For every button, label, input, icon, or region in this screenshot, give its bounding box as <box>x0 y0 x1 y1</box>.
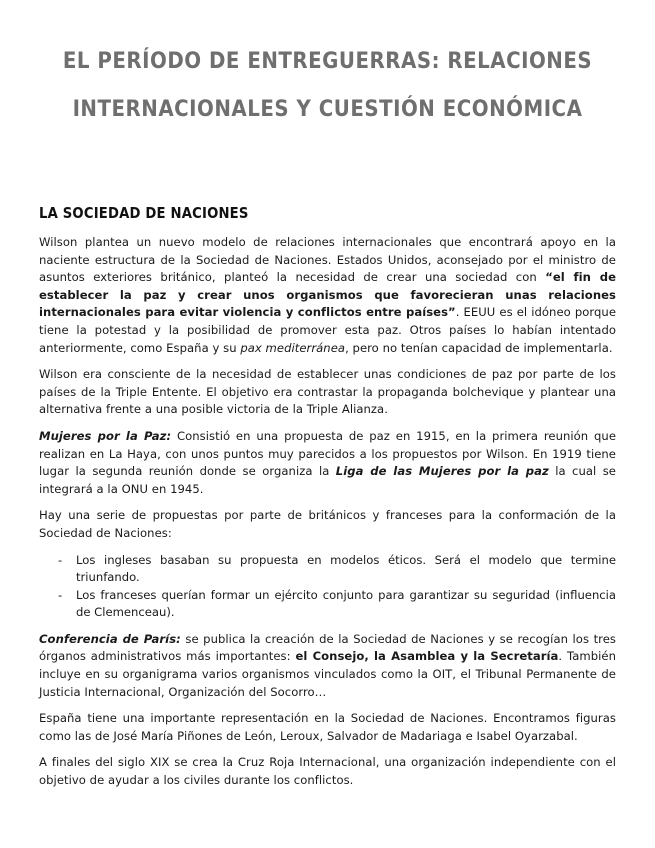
bold-italic-term: Liga de las Mujeres por la paz <box>335 464 549 479</box>
italic-term: pax mediterránea <box>240 340 346 355</box>
text-run: . También incluye en su organigrama varios organismos vinculados como la OIT, el Tribunal Permanente de Justicia Internacional, Organización del Socorro… <box>39 649 616 699</box>
text-run: se publica la creación de la Sociedad de Naciones y se recogían los tres órganos administrativos más importantes: <box>39 631 616 664</box>
section-heading: LA SOCIEDAD DE NACIONES <box>39 204 249 222</box>
bold-italic-label: Conferencia de París: <box>39 631 181 646</box>
proposals-list <box>39 552 616 622</box>
text-run: la cual se integrará a la ONU en 1945. <box>39 464 616 496</box>
paragraph-wilson-peace: Wilson era consciente de la necesidad de establecer unas condiciones de paz por parte de los países de la Triple Entente. El objetivo era contrastar la propaganda bolchevique y plantear una alternativa frente a una posible victoria de la Triple Alianza. <box>39 367 616 417</box>
title-line-2: INTERNACIONALES Y CUESTIÓN ECONÓMICA <box>72 97 583 122</box>
paragraph-conferencia-paris <box>39 631 616 701</box>
paragraph-espana: España tiene una importante representación en la Sociedad de Naciones. Encontramos figuras como las de José María Piñones de León, Leroux, Salvador de Madariaga e Isabel Oyarzabal. <box>39 711 616 743</box>
text-run: . EEUU es el idóneo porque tiene la potestad y la posibilidad de promover esta paz. Otros países lo habían intentado anteriormente, como España y su <box>39 305 616 355</box>
list-item: - Los ingleses basaban su propuesta en modelos éticos. Será el modelo que termine triunfando. <box>76 552 616 587</box>
text-run: , pero no tenían capacidad de implementarla. <box>345 340 613 355</box>
list-item: - Los franceses querían formar un ejército conjunto para garantizar su seguridad (influencia de Clemenceau). <box>76 587 616 622</box>
text-run: Wilson plantea un nuevo modelo de relaciones internacionales que encontrará apoyo en la naciente estructura de la Sociedad de Naciones. Estados Unidos, aconsejado por el ministro de asuntos exteriores británico, planteó la necesidad de crear una sociedad con <box>39 235 616 285</box>
title-line-1: EL PERÍODO DE ENTREGUERRAS: RELACIONES <box>62 49 593 74</box>
text-run: Consistió en una propuesta de paz en 1915, en la primera reunión que realizan en La Haya, con unos puntos muy parecidos a los propuestos por Wilson. En 1919 tiene lugar la segunda reunión donde se organiza la <box>39 428 616 479</box>
bold-quote: “el fin de establecer la paz y crear unos organismos que favorecieran unas relaciones internacionales para evitar violencia y conflictos entre países” <box>39 270 617 320</box>
paragraph-mujeres-paz <box>39 428 616 498</box>
bold-italic-label: Mujeres por la Paz: <box>39 428 172 443</box>
page-title <box>39 38 616 134</box>
paragraph-wilson-model <box>39 234 616 357</box>
bold-term: el Consejo, la Asamblea y la Secretaría <box>295 649 559 664</box>
paragraph-proposals: Hay una serie de propuestas por parte de británicos y franceses para la conformación de la Sociedad de Naciones: <box>39 508 616 540</box>
paragraph-cruz-roja: A finales del siglo XIX se crea la Cruz Roja Internacional, una organización independiente con el objetivo de ayudar a los civiles durante los conflictos. <box>39 755 616 788</box>
